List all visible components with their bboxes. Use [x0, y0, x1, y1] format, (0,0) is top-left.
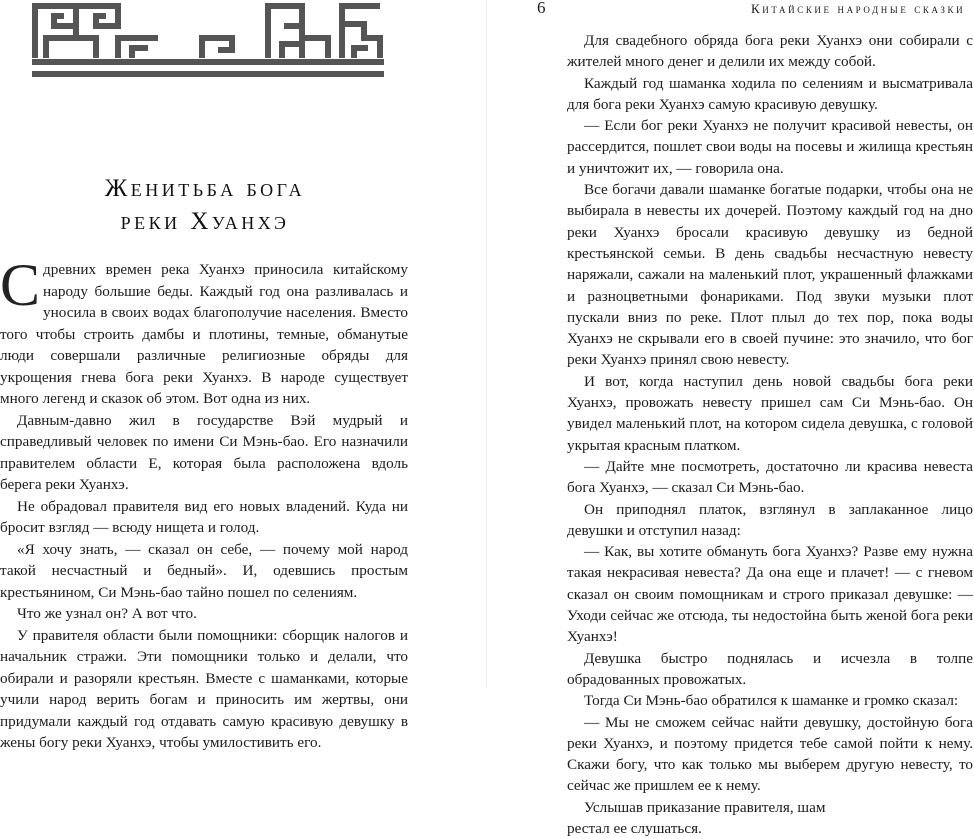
- paragraph-7: Он приподнял платок, взглянул в заплаканное лицо девушки и отступил назад:: [567, 500, 973, 539]
- chapter-title-line-2: реки Хуанхэ: [120, 208, 290, 235]
- paragraph-4: «Я хочу знать, — сказал он себе, — почему мой народ такой несчастный и бедный». И, одевшись простым крестьянином, Си Мэнь-бао тайно пошел по селениям.: [0, 540, 408, 601]
- chapter-title-line-1: Женитьба бога: [104, 175, 306, 202]
- running-head: [487, 0, 974, 22]
- left-body-text: [0, 252, 408, 754]
- paragraph-5: И вот, когда наступил день новой свадьбы бога реки Хуанхэ, провожать невесту пришел сам Си Мэнь-бао. Он увидел маленький плот, на котором сидела девушка, с головой укрытая красным платком.: [567, 372, 973, 454]
- drop-cap: С: [0, 252, 41, 318]
- paragraph-11: — Мы не сможем сейчас найти девушку, достойную бога реки Хуанхэ, и поэтому придется тебе самой пойти к нему. Скажи богу, что как только мы выберем другую невесту, то сейчас же пришлем ее к нему.: [567, 713, 973, 795]
- paragraph-10: Тогда Си Мэнь-бао обратился к шаманке и громко сказал:: [584, 692, 959, 710]
- paragraph-1: [0, 252, 408, 410]
- paragraph-6: У правителя области были помощники: сборщик налогов и начальник стражи. Эти помощники только и делали, что обирали и разоряли крестьян. Вместе с шаманками, которые учили народ верить богам и приносить им жертвы, они придумали каждый год отдавать самую красивую девушку в жены богу реки Хуанхэ, чтобы умилостивить его.: [0, 626, 408, 751]
- paragraph-1-text: древних времен река Хуанхэ приносила китайскому народу большие беды. Каждый год она разливалась и уносила в своих водах благополучие населения. Вместо того чтобы строить дамбы и плотины, темные, обманутые люди совершали различные религиозные обряды для укрощения гнева бога реки Хуанхэ. В народе существует много легенд и сказок об этом. Вот одна из них.: [0, 261, 408, 407]
- paragraph-5: Что же узнал он? А вот что.: [17, 605, 197, 622]
- paragraph-8: — Как, вы хотите обмануть бога Хуанхэ? Разве ему нужна такая некрасивая невеста? Да она еще и плачет! — с гневом сказал он своим помощникам и строго приказал девушке: — Уходи сейчас же отсюда, ты недостойна быть женой бога реки Хуанхэ!: [567, 543, 973, 646]
- left-page: [0, 0, 487, 751]
- paragraph-4: Все богачи давали шаманке богатые подарки, чтобы она не выбирала в невесты их дочерей. Поэтому каждый год на дно реки Хуанхэ бросали красивую девушку из бедной крестьянской семьи. В день свадьбы несчастную невесту наряжали, сажали на маленький плот, украшенный флажками и разноцветными фонариками. Под звуки музыки плот пускали вниз по реке. Плот плыл до тех пор, пока воды Хуанхэ не скрывали его в своей пучине: это значило, что бог реки Хуанхэ принял свою невесту.: [567, 181, 973, 369]
- paragraph-6: — Дайте мне посмотреть, достаточно ли красива невеста бога Хуанхэ, — сказал Си Мэнь-бао.: [567, 457, 973, 497]
- running-head-title: Китайские народные сказки: [751, 1, 966, 16]
- chinese-fret-ornament-icon: [32, 2, 384, 80]
- paragraph-3: Не обрадовал правителя вид его новых владений. Куда ни бросит взгляд — всюду нищета и голод.: [0, 497, 408, 536]
- right-page: [487, 0, 974, 837]
- paragraph-3: — Если бог реки Хуанхэ не получит красивой невесты, он рассердится, пошлет свои воды на посевы и жилища крестьян и уничтожит их, — говорила она.: [567, 117, 973, 177]
- paragraph-2: Каждый год шаманка ходила по селениям и высматривала для бога реки Хуанхэ самую красивую девушку.: [567, 74, 973, 113]
- paragraph-1: Для свадебного обряда бога реки Хуанхэ они собирали с жителей много денег и делили их между собой.: [567, 32, 973, 71]
- right-body-text: [567, 30, 973, 839]
- paragraph-13: рестал ее слушаться.: [567, 819, 702, 837]
- page-number: 6: [537, 0, 546, 17]
- paragraph-12: Услышав приказание правителя, шам: [584, 798, 826, 816]
- paragraph-2: Давным-давно жил в государстве Вэй мудрый и справедливый человек по имени Си Мэнь-бао. Его назначили правителем области Е, которая была расположена вдоль берега реки Хуанхэ.: [0, 411, 408, 493]
- paragraph-9: Девушка быстро поднялась и исчезла в толпе обрадованных провожатых.: [567, 649, 973, 688]
- chapter-title: [0, 172, 410, 238]
